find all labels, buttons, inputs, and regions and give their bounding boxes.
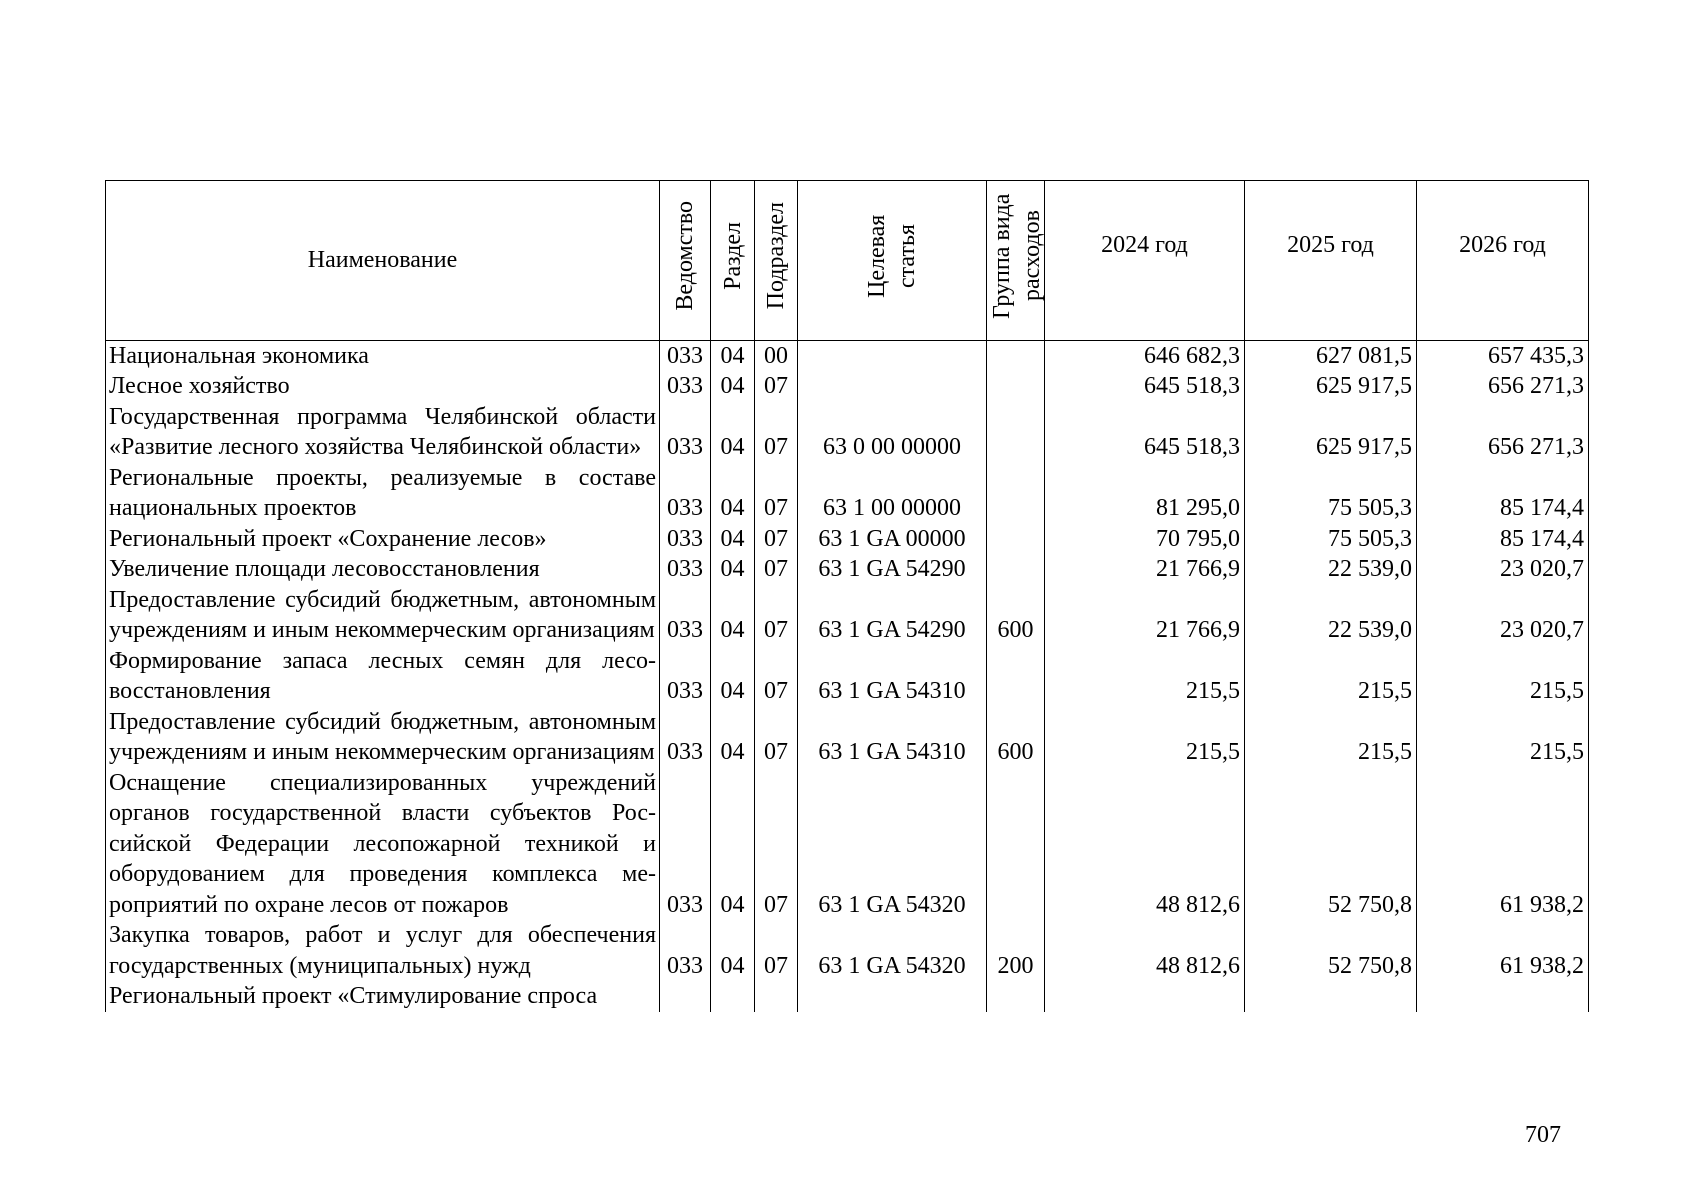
row-value-2025: 22 539,0 [1245,585,1417,646]
row-dept: 033 [660,402,711,463]
row-dept: 033 [660,768,711,921]
row-value-2025: 215,5 [1245,646,1417,707]
row-value-2024: 21 766,9 [1045,554,1245,585]
row-dept: 033 [660,371,711,402]
row-subsection: 07 [755,585,798,646]
table-row [106,340,1589,371]
row-value-2026: 215,5 [1417,646,1589,707]
row-value-2026: 215,5 [1417,707,1589,768]
row-expense-group [987,340,1045,371]
row-expense-group [987,768,1045,921]
table-row [106,768,1589,921]
row-target-article: 63 1 GA 54320 [798,920,987,981]
row-subsection [755,981,798,1012]
row-value-2026: 656 271,3 [1417,402,1589,463]
row-target-article: 63 0 00 00000 [798,402,987,463]
header-target-article: Целевая статья [798,181,987,341]
row-target-article [798,340,987,371]
row-dept: 033 [660,554,711,585]
page-number: 707 [1525,1122,1561,1148]
row-value-2025: 625 917,5 [1245,371,1417,402]
row-name: Закупка товаров, работ и услуг для обеспечения государственных (муниципальных) нужд [106,920,660,981]
row-value-2025: 627 081,5 [1245,340,1417,371]
row-expense-group: 600 [987,707,1045,768]
row-section: 04 [711,768,755,921]
row-dept: 033 [660,463,711,524]
row-dept [660,981,711,1012]
table-row [106,707,1589,768]
table-row [106,524,1589,555]
row-value-2024 [1045,981,1245,1012]
row-section: 04 [711,646,755,707]
row-expense-group: 600 [987,585,1045,646]
row-expense-group [987,402,1045,463]
table-row [106,402,1589,463]
row-expense-group [987,981,1045,1012]
row-value-2025: 215,5 [1245,707,1417,768]
table-row [106,981,1589,1012]
row-name: Предоставление субсидий бюджетным, автономным учреждениям и иным некоммерческим организациям [106,707,660,768]
row-name: Региональные проекты, реализуемые в составе национальных проектов [106,463,660,524]
budget-table-container [105,180,1588,1012]
row-name: Государственная программа Челябинской области «Развитие лесного хозяйства Челябинской области» [106,402,660,463]
row-dept: 033 [660,585,711,646]
table-row [106,371,1589,402]
row-target-article: 63 1 00 00000 [798,463,987,524]
row-name: Региональный проект «Стимулирование спроса [106,981,660,1012]
row-section: 04 [711,920,755,981]
table-row [106,554,1589,585]
row-value-2025: 52 750,8 [1245,920,1417,981]
row-value-2026: 656 271,3 [1417,371,1589,402]
row-name: Национальная экономика [106,340,660,371]
row-value-2026: 657 435,3 [1417,340,1589,371]
row-expense-group [987,371,1045,402]
row-value-2026: 23 020,7 [1417,585,1589,646]
row-value-2026 [1417,981,1589,1012]
header-2025: 2025 год [1245,181,1417,341]
header-section: Раздел [711,181,755,341]
row-section: 04 [711,340,755,371]
row-section: 04 [711,371,755,402]
row-value-2024: 646 682,3 [1045,340,1245,371]
row-dept: 033 [660,920,711,981]
row-value-2026: 85 174,4 [1417,463,1589,524]
row-name: Оснащение специализированных учреждений органов государственной власти субъектов Российской Федерации лесопожарной техникой и оборудованием для проведения комплекса мероприятий по охране лесов от пожаров [106,768,660,921]
header-expense-group: Группа вида расходов [987,181,1045,341]
row-expense-group [987,524,1045,555]
table-row [106,463,1589,524]
row-name: Предоставление субсидий бюджетным, автономным учреждениям и иным некоммерческим организациям [106,585,660,646]
row-subsection: 07 [755,463,798,524]
row-subsection: 07 [755,524,798,555]
row-name: Региональный проект «Сохранение лесов» [106,524,660,555]
row-section: 04 [711,463,755,524]
row-dept: 033 [660,340,711,371]
header-2024: 2024 год [1045,181,1245,341]
row-target-article: 63 1 GA 54290 [798,554,987,585]
header-name: Наименование [106,181,660,341]
row-subsection: 07 [755,554,798,585]
row-subsection: 07 [755,768,798,921]
table-row [106,646,1589,707]
row-target-article: 63 1 GA 54320 [798,768,987,921]
row-name: Увеличение площади лесовосстановления [106,554,660,585]
row-subsection: 07 [755,646,798,707]
budget-table [105,180,1589,1012]
row-dept: 033 [660,646,711,707]
row-section: 04 [711,402,755,463]
table-row [106,920,1589,981]
row-value-2025: 52 750,8 [1245,768,1417,921]
row-value-2025: 625 917,5 [1245,402,1417,463]
row-target-article [798,981,987,1012]
row-value-2024: 81 295,0 [1045,463,1245,524]
row-expense-group [987,554,1045,585]
row-target-article: 63 1 GA 00000 [798,524,987,555]
row-subsection: 07 [755,707,798,768]
row-subsection: 07 [755,371,798,402]
row-target-article [798,371,987,402]
row-value-2025 [1245,981,1417,1012]
row-value-2024: 215,5 [1045,707,1245,768]
row-dept: 033 [660,707,711,768]
row-section: 04 [711,524,755,555]
row-target-article: 63 1 GA 54310 [798,646,987,707]
header-subsection: Подраздел [755,181,798,341]
row-value-2024: 645 518,3 [1045,402,1245,463]
row-value-2025: 75 505,3 [1245,524,1417,555]
row-expense-group: 200 [987,920,1045,981]
row-name: Лесное хозяйство [106,371,660,402]
row-value-2024: 70 795,0 [1045,524,1245,555]
row-value-2024: 48 812,6 [1045,920,1245,981]
row-subsection: 07 [755,402,798,463]
header-dept: Ведомство [660,181,711,341]
row-expense-group [987,463,1045,524]
row-value-2024: 645 518,3 [1045,371,1245,402]
row-dept: 033 [660,524,711,555]
header-2026: 2026 год [1417,181,1589,341]
row-section: 04 [711,554,755,585]
row-section: 04 [711,585,755,646]
row-value-2026: 61 938,2 [1417,920,1589,981]
row-value-2026: 61 938,2 [1417,768,1589,921]
table-row [106,585,1589,646]
row-name: Формирование запаса лесных семян для лесовосстановления [106,646,660,707]
table-body [106,340,1589,1012]
row-value-2024: 48 812,6 [1045,768,1245,921]
row-section: 04 [711,707,755,768]
row-target-article: 63 1 GA 54310 [798,707,987,768]
header-row [106,181,1589,341]
row-subsection: 00 [755,340,798,371]
row-value-2025: 75 505,3 [1245,463,1417,524]
row-target-article: 63 1 GA 54290 [798,585,987,646]
row-expense-group [987,646,1045,707]
row-section [711,981,755,1012]
row-value-2025: 22 539,0 [1245,554,1417,585]
row-value-2026: 23 020,7 [1417,554,1589,585]
row-subsection: 07 [755,920,798,981]
row-value-2026: 85 174,4 [1417,524,1589,555]
row-value-2024: 215,5 [1045,646,1245,707]
row-value-2024: 21 766,9 [1045,585,1245,646]
